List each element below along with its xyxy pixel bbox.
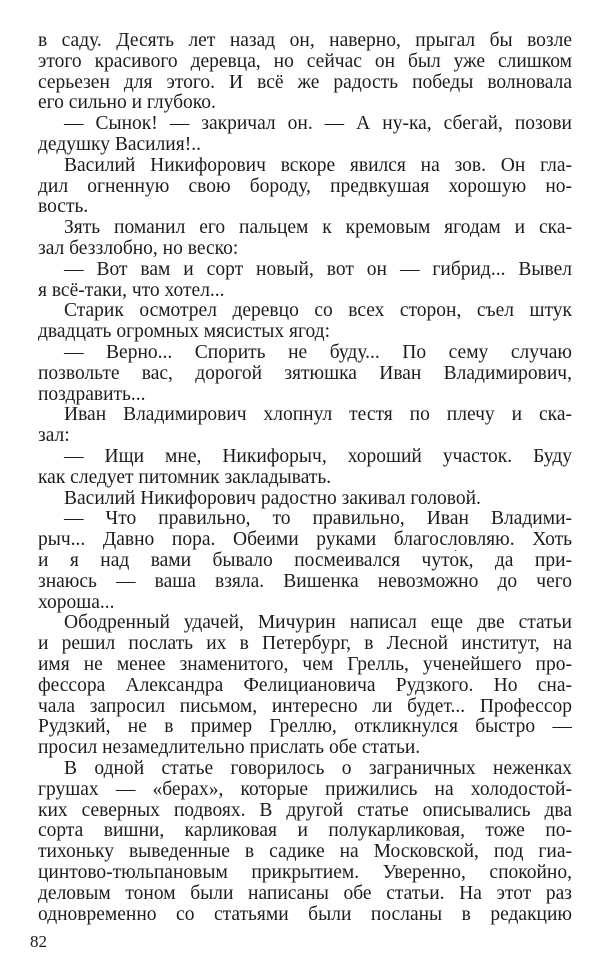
text-line: серьезен для этого. И всё же радость победы волновала	[38, 71, 572, 93]
text-line: и решил послать их в Петербург, в Лесной институт, на	[38, 633, 572, 655]
text-line: зал:	[38, 425, 70, 447]
text-line: и я над вами бывало посмеивался чуто́к, да при-	[38, 550, 572, 571]
text-line: просил незамедлительно прислать обе статьи.	[38, 737, 421, 759]
text-line: поздравить...	[38, 383, 146, 405]
text-line: ких северных подвоях. В другой статье описывались два	[38, 799, 572, 821]
text-line: знаюсь — ваша взяла. Вишенка невозможно до чего	[38, 570, 572, 592]
text-line: Василий Никифорович радостно закивал головой.	[64, 487, 481, 509]
text-line: его сильно и глубоко.	[38, 92, 216, 114]
text-line: я всё-таки, что хотел...	[38, 279, 225, 301]
text-line: дедушку Василия!..	[38, 134, 201, 155]
text-line: В одной статье говорилось о заграничных неженках	[64, 758, 572, 779]
text-line: Иван Владимирович хлопнул тестя по плечу и ска-	[64, 404, 572, 426]
text-line: в саду. Десять лет назад он, наверно, прыгал бы возле	[38, 30, 572, 51]
text-line: фессора Александра Фелициановича Рудзкого. Но сна-	[38, 674, 572, 696]
text-line: позвольте вас, дорогой зятюшка Иван Владимирович,	[38, 362, 572, 384]
text-line: Старик осмотрел деревцо со всех сторон, съел штук	[64, 300, 572, 322]
text-line: Василий Никифорович вскоре явился на зов. Он гла-	[64, 154, 572, 176]
text-line: деловым тоном были написаны обе статьи. На этот раз	[38, 882, 572, 904]
text-line: одновременно со статьями были посланы в редакцию	[38, 903, 572, 925]
text-line: — Что правильно, то правильно, Иван Владими-	[64, 508, 572, 530]
text-line: — Верно... Спорить не буду... По сему случаю	[64, 342, 572, 363]
text-line: чала запросил письмом, интересно ли будет... Профессор	[38, 695, 572, 717]
text-line: — Сынок! — закричал он. — А ну-ка, сбегай, позови	[64, 113, 572, 135]
text-line: дил огненную свою бороду, предвкушая хорошую но-	[38, 175, 572, 197]
text-line: Зять поманил его пальцем к кремовым ягодам и ска-	[64, 217, 572, 239]
text-line: рыч... Давно пора. Обеими руками благословляю. Хоть	[38, 529, 572, 551]
text-line: Ободренный удачей, Мичурин написал еще две статьи	[64, 612, 572, 634]
text-line: этого красивого деревца, но сейчас он был уже слишком	[38, 50, 572, 72]
text-line: — Ищи мне, Никифорыч, хороший участок. Буду	[64, 446, 572, 467]
text-line: двадцать огромных мясистых ягод:	[38, 321, 331, 343]
text-line: — Вот вам и сорт новый, вот он — гибрид... Вывел	[64, 258, 572, 280]
text-line: хороша...	[38, 591, 115, 613]
text-line: Рудзкий, не в пример Греллю, откликнулся быстро —	[38, 716, 572, 738]
text-line: цинтово-тюльпановым прикрытием. Уверенно, спокойно,	[38, 862, 572, 883]
text-line: грушах — «берах», которые прижились на холодостой-	[38, 778, 572, 800]
text-line: имя не менее знаменитого, чем Грелль, ученейшего про-	[38, 654, 572, 675]
text-line: тихоньку выведенные в садике на Московской, под гиа-	[38, 841, 572, 863]
text-line: сорта вишни, карликовая и полукарликовая, тоже по-	[38, 820, 572, 842]
text-line: зал беззлобно, но веско:	[38, 238, 239, 259]
text-line: как следует питомник закладывать.	[38, 466, 332, 488]
text-line: вость.	[38, 196, 89, 218]
page-number: 82	[30, 932, 47, 952]
